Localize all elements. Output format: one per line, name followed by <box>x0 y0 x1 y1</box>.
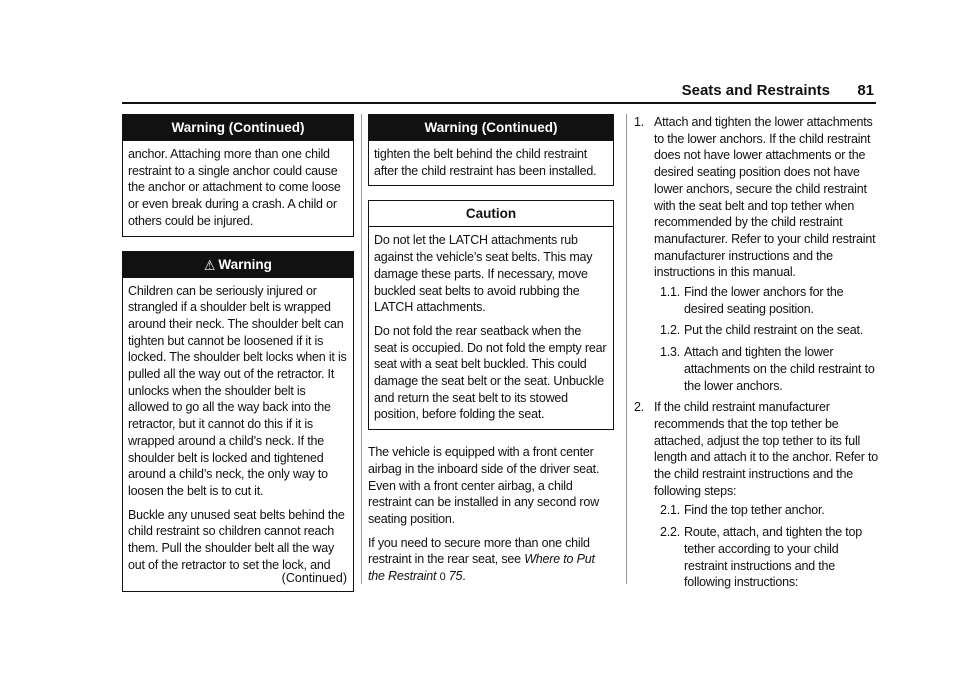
warning-continued-box <box>368 114 614 186</box>
body-paragraph-xref: If you need to secure more than one child restraint in the rear seat, see Where to Put the Restraint 0 75. <box>368 535 595 584</box>
warning-title-bar <box>123 252 353 278</box>
steps-list <box>632 114 880 591</box>
column-divider <box>361 114 362 584</box>
step-text: Attach and tighten the lower attachments to the lower anchors. If the child restraint does not have lower attachments or the desired seating position does not have lower anchors, secure the child restraint with the seat belt and top tether when recommended by the child restraint manufacturer. Refer to your child restraint manufacturer instructions and the instructions in this manual. <box>654 115 876 280</box>
warning-continued-title: Warning (Continued) <box>123 115 353 141</box>
warning-paragraph: Buckle any unused seat belts behind the child restraint so children cannot reach them. Pull the shoulder belt all the way out of the retractor to set the lock, and <box>128 507 345 572</box>
substep-item: 2.2. Route, attach, and tighten the top tether according to your child restraint instructions and the following instructions: <box>660 525 863 590</box>
continued-label: (Continued) <box>281 571 347 586</box>
warning-paragraph: Children can be seriously injured or strangled if a shoulder belt is wrapped around their neck. The shoulder belt can tighten but cannot be loosened if it is locked. The shoulder belt locks when it is pulled all the way out of the retractor. It unlocks when the shoulder belt is allowed to go all the way back into the retractor, but it cannot do this if it is wrapped around a child’s neck. If the shoulder belt is locked and tightened around a child’s neck, the only way to loosen the belt is to cut it. <box>128 283 347 498</box>
section-title: Seats and Restraints <box>681 82 830 99</box>
step-item <box>632 114 880 394</box>
column-3 <box>632 114 880 596</box>
xref-page[interactable]: 75 <box>448 569 463 584</box>
page-header <box>122 82 876 104</box>
step-number: 2. <box>634 400 645 415</box>
xref-arrow-icon: 0 <box>439 571 446 584</box>
page-number: 81 <box>857 82 874 99</box>
column-2 <box>368 114 614 593</box>
warning-continued-text: anchor. Attaching more than one child restraint to a single anchor could cause the anchor or attachment to come loose or even break during a crash. A child or others could be injured. <box>128 147 341 228</box>
step-item <box>632 399 880 591</box>
caution-paragraph: Do not let the LATCH attachments rub against the vehicle’s seat belts. This may damage these parts. If necessary, move buckled seat belts to avoid rubbing the LATCH attachments. <box>374 233 593 315</box>
warning-triangle-icon: ⚠ <box>204 256 216 273</box>
warning-continued-text: tighten the belt behind the child restraint after the child restraint has been installed. <box>374 147 597 178</box>
xref-link[interactable]: Where to Put the Restraint <box>368 552 595 584</box>
substep-item: 1.2. Put the child restraint on the seat. <box>660 323 864 338</box>
caution-box <box>368 200 614 430</box>
substep-item: 2.1. Find the top tether anchor. <box>660 503 825 518</box>
warning-title: Warning <box>218 256 272 272</box>
warning-box <box>122 251 354 593</box>
substep-item: 1.3. Attach and tighten the lower attachments on the child restraint to the lower anchors. <box>660 345 875 393</box>
caution-paragraph: Do not fold the rear seatback when the seat is occupied. Do not fold the empty rear seat with a seat belt buckled. This could damage the seat belt or the seat. Unbuckle and return the seat belt to its stowed position, before folding the seat. <box>374 323 607 422</box>
substep-item: 1.1. Find the lower anchors for the desired seating position. <box>660 285 844 316</box>
column-1 <box>122 114 354 606</box>
warning-continued-box <box>122 114 354 237</box>
column-divider <box>626 114 627 584</box>
step-number: 1. <box>634 115 645 129</box>
body-paragraph: The vehicle is equipped with a front center airbag in the inboard side of the driver seat. Even with a front center airbag, a child restraint can be installed in any second row seating position. <box>368 445 600 526</box>
caution-title: Caution <box>369 201 613 227</box>
warning-continued-title: Warning (Continued) <box>369 115 613 141</box>
step-text: If the child restraint manufacturer recommends that the top tether be attached, adjust the top tether to its full length and attach it to the anchor. Refer to the child restraint instructions and the following steps: <box>654 400 878 498</box>
